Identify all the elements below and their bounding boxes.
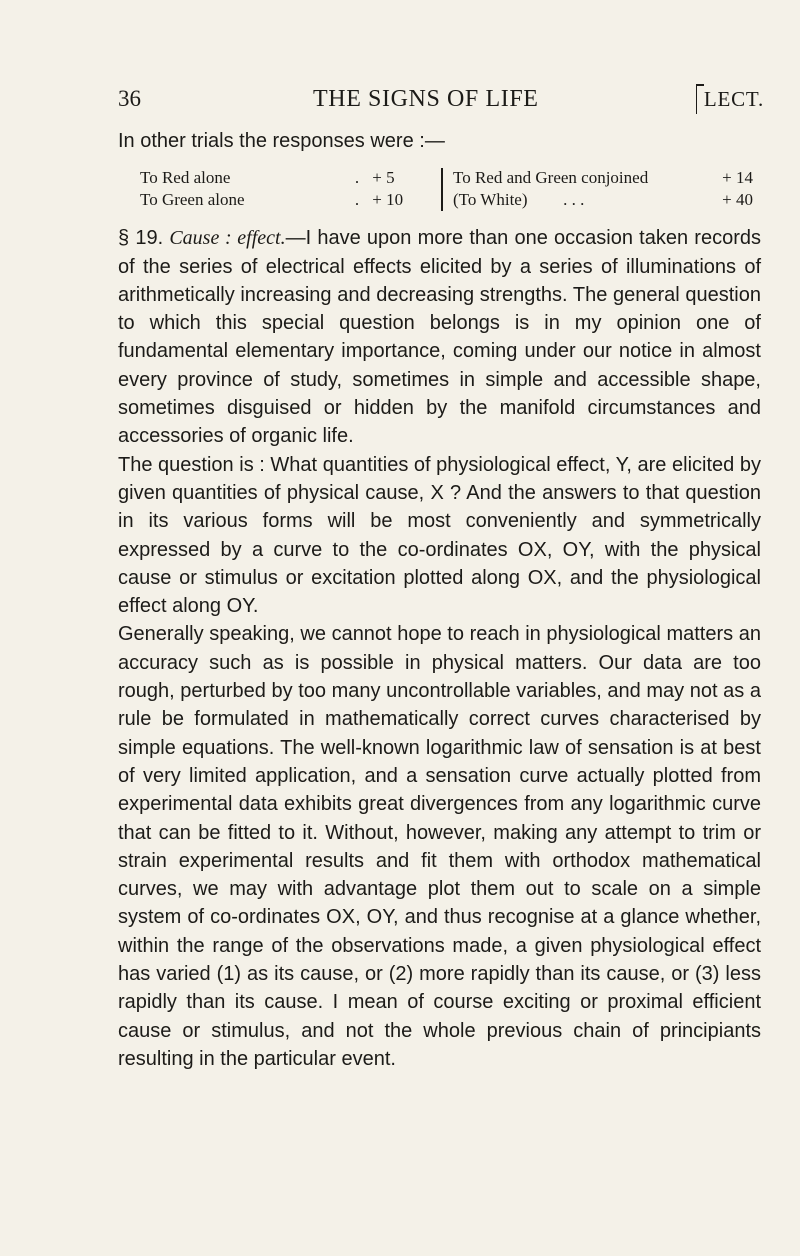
page-body: [118, 127, 761, 1073]
table-value: . + 5: [354, 168, 395, 188]
paragraph: Generally speaking, we cannot hope to reach in physiological matters an accuracy such as is possible in physical matters. Our data are too rough, perturbed by too many uncontrollable variables, and may not as a rule be formulated in mathematically correct curves characterised by simple equations. The well-known logarithmic law of sensation is at best of very limited application, and a sensation curve actually plotted from experimental data exhibits great divergences from any logarithmic curve that can be fitted to it. Without, however, making any attempt to trim or strain experimental results and fit them with orthodox mathematical curves, we may with advantage plot them out to scale on a simple system of co-ordinates OX, OY, and thus recognise at a glance whether, within the range of the observations made, a given physiological effect has varied (1) as its cause, or (2) more rapidly than its cause, or (3) less rapidly than its cause. I mean of course exciting or proximal efficient cause or stimulus, and not the whole previous chain of principiants resulting in the particular event.: [118, 623, 761, 1070]
table-label: To Red and Green conjoined + 14: [453, 168, 753, 188]
section-paragraph: [118, 224, 761, 450]
table-label: To Green alone: [140, 190, 245, 210]
column-divider: [441, 168, 443, 211]
table-label: To Red alone: [140, 168, 231, 188]
response-table: [140, 167, 761, 211]
table-label: (To White) . . . + 40: [453, 190, 753, 210]
lecture-marker: LECT.: [696, 84, 764, 114]
running-title: THE SIGNS OF LIFE: [313, 86, 539, 112]
section-symbol: §: [118, 227, 130, 250]
table-value: . + 10: [354, 190, 404, 210]
section-title: Cause : effect.: [169, 227, 286, 250]
page-header: [118, 84, 764, 124]
page-number: 36: [118, 86, 141, 111]
paragraph: The question is : What quantities of physiological effect, Y, are elicited by given quantities of physical cause, X ? And the answers to that question in its various forms will be most conveniently and symmetrically expressed by a curve to the co-ordinates OX, OY, with the physical cause or stimulus or excitation plotted along OX, and the physiological effect along OY.: [118, 453, 761, 618]
section-lead: —I have upon more than one occasion taken records of the series of electrical effects elicited by a series of illuminations of arithmetically increasing and decreasing strengths. The general question to which this special question belongs is in my opinion one of fundamental elementary importance, coming under our notice in almost every province of study, sometimes in simple and accessible shape, sometimes disguised or hidden by the manifold circumstances and accessories of organic life.: [118, 227, 761, 448]
intro-paragraph: In other trials the responses were :—: [118, 130, 445, 152]
section-number: 19.: [135, 227, 164, 250]
